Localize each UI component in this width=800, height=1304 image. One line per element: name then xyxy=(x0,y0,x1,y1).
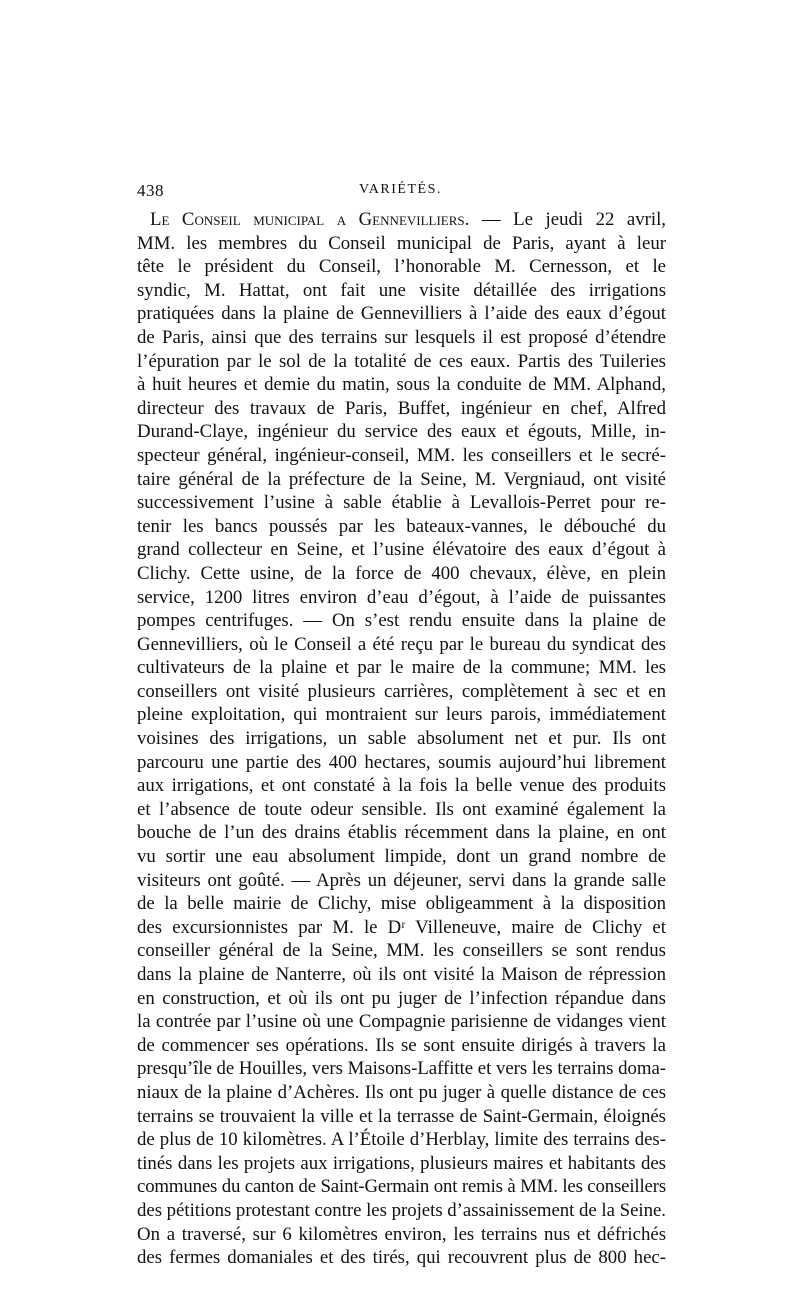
text-line: Durand-Claye, ingénieur du service des eaux et égouts, Mille, in- xyxy=(137,421,666,443)
text-line: Clichy. Cette usine, de la force de 400 chevaux, élève, en plein xyxy=(137,562,666,584)
text-line: pleine exploitation, qui montraient sur leurs parois, immédiatement xyxy=(137,704,666,726)
text-line: et l’absence de toute odeur sensible. Ils ont examiné également la xyxy=(137,798,666,820)
page-header xyxy=(137,181,666,203)
text-line: de plus de 10 kilomètres. A l’Étoile d’Herblay, limite des terrains des- xyxy=(137,1129,666,1151)
text-line: à huit heures et demie du matin, sous la conduite de MM. Alphand, xyxy=(137,374,666,396)
text-line xyxy=(137,208,666,232)
text-line: grand collecteur en Seine, et l’usine élévatoire des eaux d’égout à xyxy=(137,539,666,561)
text-line: niaux de la plaine d’Achères. Ils ont pu juger à quelle distance de ces xyxy=(137,1081,666,1103)
text-line: voisines des irrigations, un sable absolument net et pur. Ils ont xyxy=(137,728,666,750)
text-line: des excursionnistes par M. le Dʳ Villeneuve, maire de Clichy et xyxy=(137,916,666,938)
text-line: Gennevilliers, où le Conseil a été reçu par le bureau du syndicat des xyxy=(137,633,666,655)
text-line: communes du canton de Saint-Germain ont remis à MM. les conseillers xyxy=(137,1176,667,1198)
text-line: des pétitions protestant contre les projets d’assainissement de la Seine. xyxy=(137,1199,666,1221)
text-line: bouche de l’un des drains établis récemment dans la plaine, en ont xyxy=(137,822,666,844)
text-line: tête le président du Conseil, l’honorable M. Cernesson, et le xyxy=(137,256,666,278)
text-line: MM. les membres du Conseil municipal de Paris, ayant à leur xyxy=(137,232,666,254)
text-line: directeur des travaux de Paris, Buffet, ingénieur en chef, Alfred xyxy=(137,397,666,419)
text-line: parcouru une partie des 400 hectares, soumis aujourd’hui librement xyxy=(137,751,666,773)
text-line: de commencer ses opérations. Ils se sont ensuite dirigés à travers la xyxy=(137,1034,666,1056)
text-line: taire général de la préfecture de la Seine, M. Vergniaud, ont visité xyxy=(137,468,666,490)
text-line: de la belle mairie de Clichy, mise obligeamment à la disposition xyxy=(137,893,666,915)
text-line: des fermes domaniales et des tirés, qui recouvrent plus de 800 hec- xyxy=(137,1247,666,1269)
text-line: successivement l’usine à sable établie à Levallois-Perret pour re- xyxy=(137,492,666,514)
text-line: vu sortir une eau absolument limpide, dont un grand nombre de xyxy=(137,846,666,868)
text-line: terrains se trouvaient la ville et la terrasse de Saint-Germain, éloignés xyxy=(137,1105,666,1127)
text-line: tinés dans les projets aux irrigations, plusieurs maires et habitants des xyxy=(137,1152,666,1174)
text-line-segment: — Le jeudi 22 avril, xyxy=(469,209,667,230)
text-line: syndic, M. Hattat, ont fait une visite détaillée des irrigations xyxy=(137,279,666,301)
text-line: conseillers ont visité plusieurs carrières, complètement à sec et en xyxy=(137,680,666,702)
article-body xyxy=(137,208,666,1270)
text-line: service, 1200 litres environ d’eau d’égout, à l’aide de puissantes xyxy=(137,586,666,608)
page-number: 438 xyxy=(137,181,164,200)
text-line: de Paris, ainsi que des terrains sur lesquels il est proposé d’étendre xyxy=(137,326,666,348)
text-line: pompes centrifuges. — On s’est rendu ensuite dans la plaine de xyxy=(137,610,666,632)
text-line: en construction, et où ils ont pu juger de l’infection répandue dans xyxy=(137,987,666,1009)
text-line: pratiquées dans la plaine de Gennevilliers à l’aide des eaux d’égout xyxy=(137,303,666,325)
text-line: l’épuration par le sol de la totalité de ces eaux. Partis des Tuileries xyxy=(137,350,666,372)
text-line: cultivateurs de la plaine et par le maire de la commune; MM. les xyxy=(137,657,666,679)
text-line: la contrée par l’usine où une Compagnie parisienne de vidanges vient xyxy=(137,1011,666,1033)
text-line: specteur général, ingénieur-conseil, MM. les conseillers et le secré- xyxy=(137,444,666,466)
text-line: On a traversé, sur 6 kilomètres environ, les terrains nus et défrichés xyxy=(137,1223,666,1245)
text-line: dans la plaine de Nanterre, où ils ont visité la Maison de répression xyxy=(137,964,666,985)
text-line: conseiller général de la Seine, MM. les conseillers se sont rendus xyxy=(137,940,666,962)
running-title: VARIÉTÉS. xyxy=(359,182,442,197)
text-line: presqu’île de Houilles, vers Maisons-Laffitte et vers les terrains doma- xyxy=(137,1058,667,1080)
text-line: aux irrigations, et ont constaté à la fois la belle venue des produits xyxy=(137,775,666,797)
text-line: tenir les bancs poussés par les bateaux-vannes, le débouché du xyxy=(137,515,666,537)
article-title: Le Conseil municipal a Gennevilliers. xyxy=(150,209,470,230)
text-line: visiteurs ont goûté. — Après un déjeuner, servi dans la grande salle xyxy=(137,869,666,891)
